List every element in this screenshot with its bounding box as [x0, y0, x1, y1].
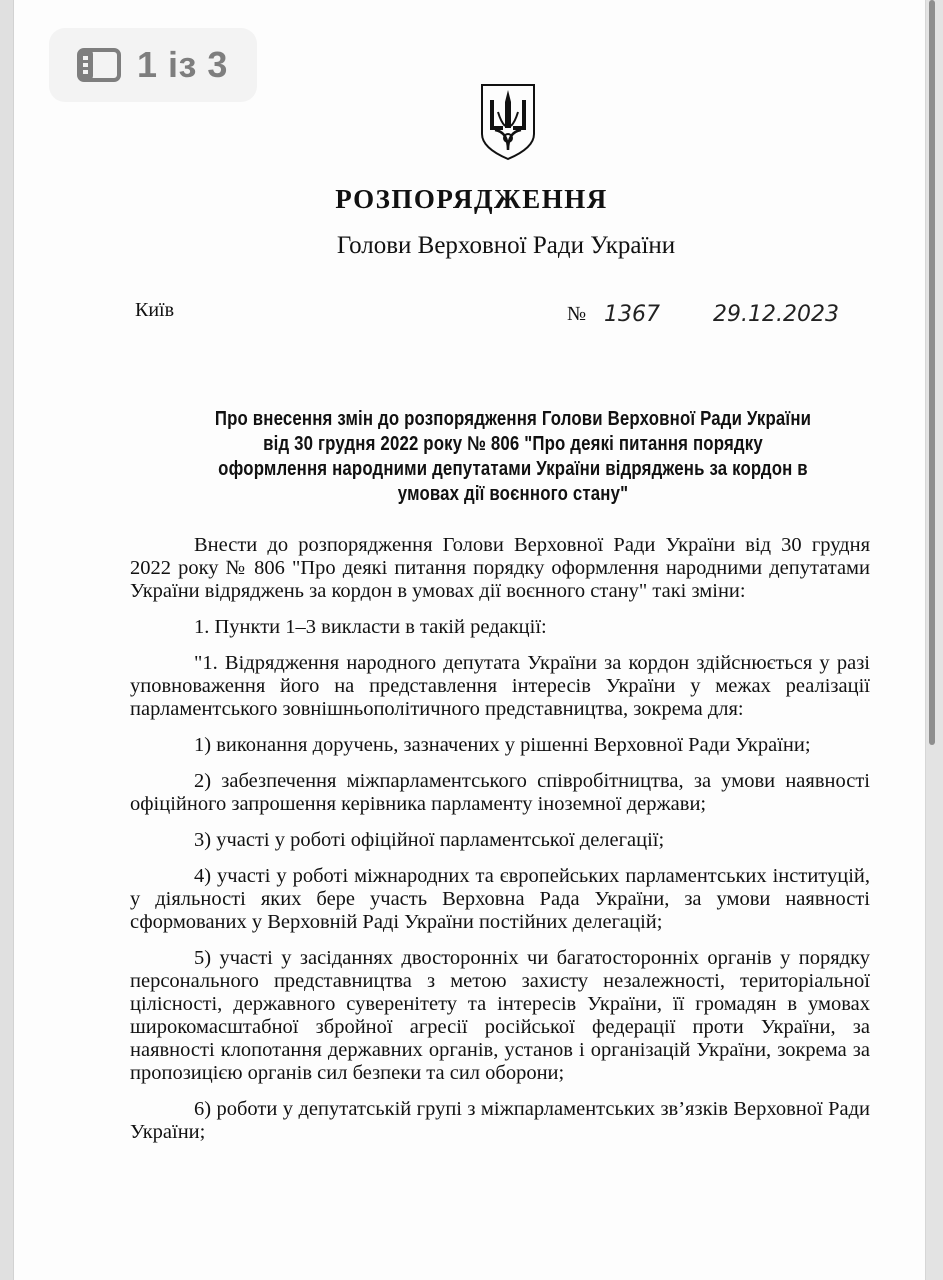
paragraph-subitem-3: 3) участі у роботі офіційної парламентської делегації;: [194, 829, 665, 851]
page-indicator[interactable]: [49, 28, 257, 102]
document-subtitle: Голови Верховної Ради України: [336, 232, 676, 259]
document-number: 1367: [604, 302, 660, 327]
document-heading: Про внесення змін до розпорядження Голови Верховної Ради України від 30 грудня 2022 року № 806 "Про деякі питання порядку оформлення народними депутатами України відряджень за кордон в умовах дії воєнного стану": [214, 408, 812, 505]
paragraph-item-1: 1. Пункти 1–3 викласти в такій редакції:: [194, 616, 547, 638]
document-body: [130, 534, 870, 1144]
paragraph-subitem-1: 1) виконання доручень, зазначених у рішенні Верховної Ради України;: [194, 734, 811, 756]
paragraph-subitem-6: 6) роботи у депутатській групі з міжпарламентських зв’язків Верховної Ради України;: [130, 1098, 870, 1143]
paragraph-subitem-4: 4) участі у роботі міжнародних та європейських парламентських інституцій, у діяльності яких бере участь Верховна Рада України, за умови наявності сформованих у Верховній Раді України постійних делегацій;: [130, 865, 870, 933]
paragraph-subitem-2: 2) забезпечення міжпарламентського співробітництва, за умови наявності офіційного запрошення керівника парламенту іноземної держави;: [130, 770, 870, 815]
page-indicator-text: 1 із 3: [137, 44, 228, 85]
scrollbar-thumb[interactable]: [929, 0, 935, 745]
sidebar-icon: [77, 48, 121, 82]
paragraph-subitem-5: 5) участі у засіданнях двосторонніх чи багатосторонніх органів у порядку персонального представництва з метою захисту незалежності, територіальної цілісності, державного суверенітету та інтересів України, її громадян в умовах широкомасштабної збройної агресії російської федерації проти України, за наявності клопотання державних органів, установ і організацій України, зокрема за пропозицією органів сил безпеки та сил оборони;: [130, 947, 870, 1084]
document-title: РОЗПОРЯДЖЕННЯ: [335, 184, 608, 214]
document-date: 29.12.2023: [713, 302, 839, 327]
paragraph-intro: Внести до розпорядження Голови Верховної Ради України від 30 грудня 2022 року № 806 "Про деякі питання порядку оформлення народними депутатами України відряджень за кордон в умовах дії воєнного стану" такі зміни:: [130, 534, 870, 602]
paragraph-clause-1: "1. Відрядження народного депутата України за кордон здійснюється у разі уповноваження його на представлення інтересів України у межах реалізації парламентського зовнішньополітичного представництва, зокрема для:: [130, 652, 870, 720]
trident-crest-icon: [479, 82, 537, 162]
number-sign: №: [567, 303, 587, 325]
document-city: Київ: [135, 299, 175, 321]
